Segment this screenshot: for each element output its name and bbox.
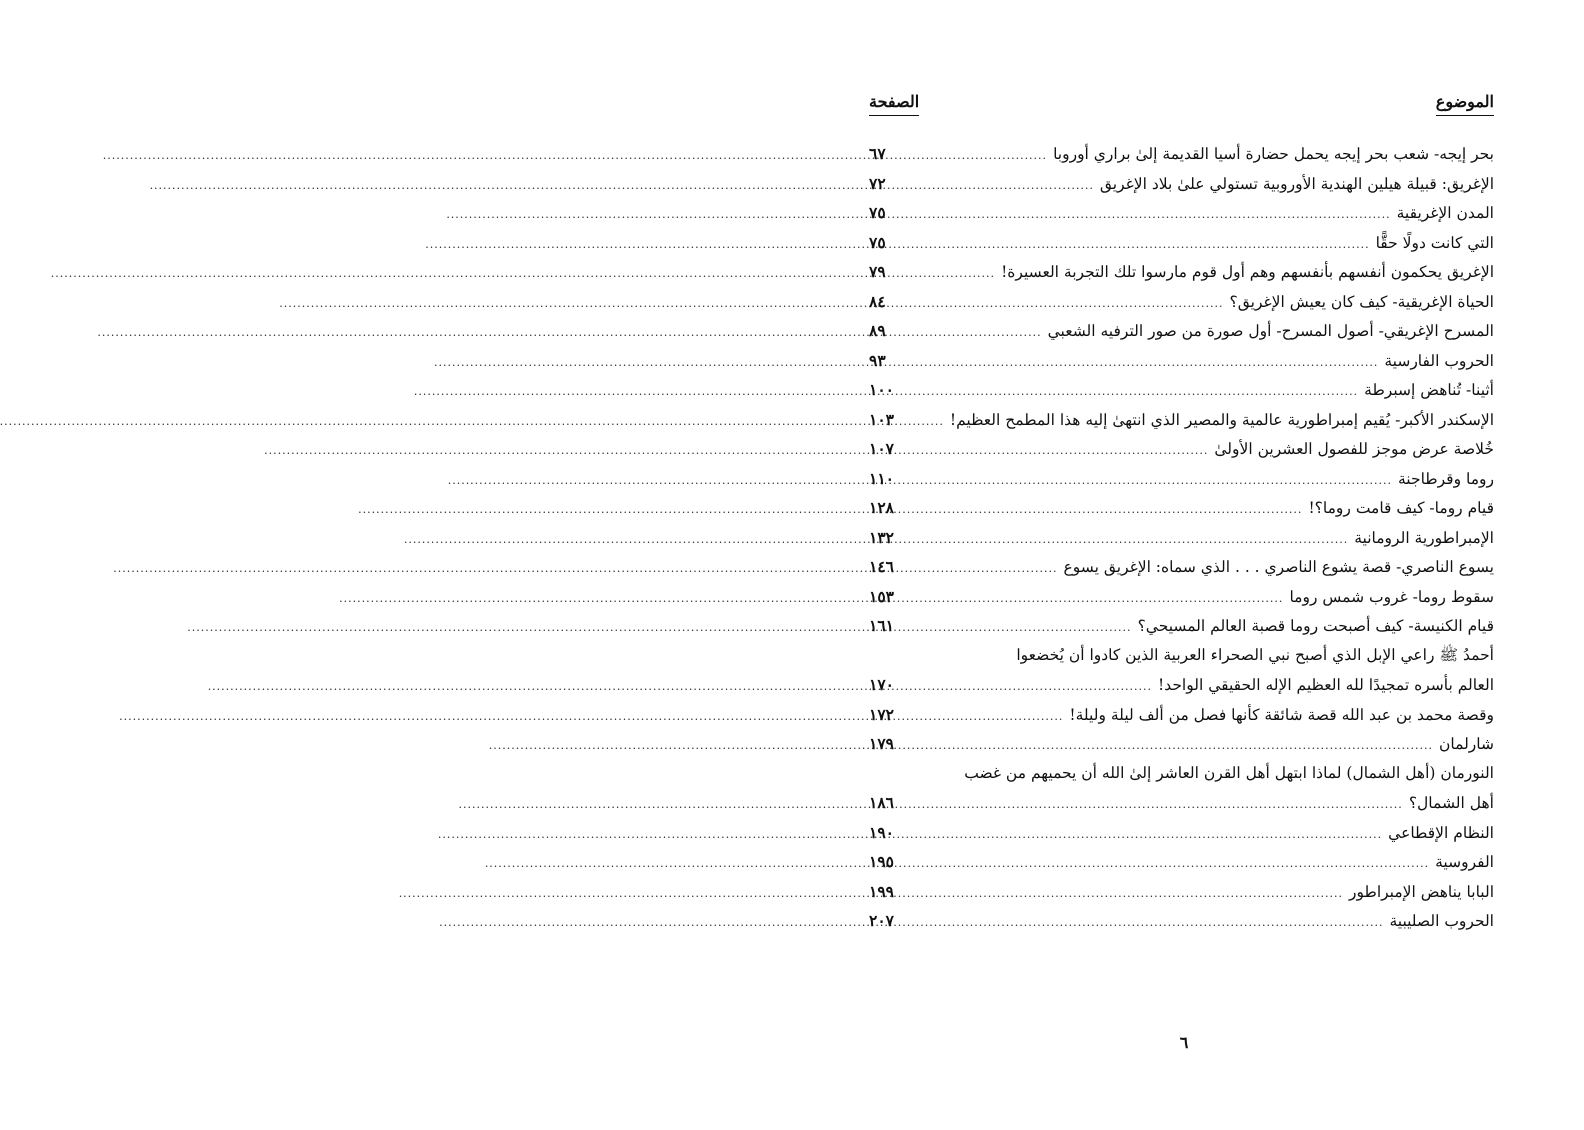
toc-leader-dots	[917, 790, 1403, 820]
toc-leader-dots	[917, 613, 1132, 643]
toc-entry-title: الفروسية	[1435, 853, 1494, 871]
toc-entry-title: أحمدُ ﷺ راعي الإبل الذي أصبح نبي الصحراء العربية الذين كادوا أن يُخضعوا	[1016, 645, 1494, 664]
toc-entry-title: الإسكندر الأكبر- يُقيم إمبراطورية عالمية والمصير الذي انتهىٰ إليه هذا المطمح العظيم!	[949, 410, 1494, 429]
toc-entry-title: يسوع الناصري- قصة يشوع الناصري . . . الذي سماه: الإغريق يسوع	[1063, 558, 1494, 576]
toc-entry-page: ١٨٦	[869, 793, 894, 812]
toc-entry	[869, 523, 1494, 553]
toc-entry-page: ٧٥	[869, 232, 886, 252]
toc-leader-dots	[917, 289, 1224, 319]
toc-entry	[869, 405, 1494, 435]
toc-entry-page: ١٠٣	[869, 409, 894, 429]
page-number: ٦	[1179, 1033, 1189, 1052]
toc-entry-title: الإغريق يحكمون أنفسهم بأنفسهم وهم أول قوم مارسوا تلك التجربة العسيرة!	[1001, 263, 1494, 281]
toc-entry-title: التي كانت دولًا حقًّا	[1375, 233, 1494, 252]
toc-entry-title: البابا يناهض الإمبراطور	[1348, 882, 1494, 901]
toc-leader-dots	[917, 348, 1378, 378]
toc-leader-dots	[917, 731, 1433, 761]
toc-entry	[869, 788, 1494, 818]
toc-leader-dots	[917, 849, 1429, 879]
toc-entry-page: ٨٩	[869, 321, 886, 340]
toc-leader-dots	[917, 702, 1063, 732]
toc-entry-page: ١٢٨	[869, 498, 894, 517]
toc-list	[869, 139, 1494, 936]
toc-leader-dots	[917, 879, 1343, 909]
toc-entry-title: قيام روما- كيف قامت روما؟!	[1308, 499, 1494, 517]
toc-entry-page: ٦٧	[869, 144, 886, 163]
toc-leader-dots	[917, 407, 944, 437]
toc-leader-dots	[917, 436, 1208, 466]
toc-leader-dots	[917, 584, 1283, 614]
topic-column-label: الموضوع	[1436, 92, 1494, 116]
toc-entry	[869, 434, 1494, 464]
toc-entry-page: ١٩٠	[869, 822, 894, 842]
toc-entry-title: شارلمان	[1439, 735, 1494, 753]
toc-leader-dots	[917, 495, 1302, 525]
toc-entry-title: الحياة الإغريقية- كيف كان يعيش الإغريق؟	[1229, 292, 1494, 311]
toc-entry-page: ١٠٧	[869, 439, 894, 458]
toc-leader-dots	[917, 230, 1370, 260]
toc-entry	[869, 641, 1494, 671]
toc-entry	[869, 906, 1494, 936]
toc-entry-page: ١٧٢	[869, 704, 894, 724]
toc-entry-title: الحروب الفارسية	[1384, 351, 1494, 370]
toc-entry	[869, 228, 1494, 258]
toc-entry-page: ١٩٥	[869, 852, 894, 871]
toc-entry	[869, 346, 1494, 376]
toc-entry-title: أثينا- تُناهض إسبرطة	[1364, 381, 1494, 399]
toc-entry	[869, 464, 1494, 494]
toc-leader-dots	[917, 820, 1382, 850]
toc-leader-dots	[917, 318, 1042, 348]
toc-entry-title: الإمبراطورية الرومانية	[1354, 528, 1494, 547]
toc-leader-dots	[917, 525, 1348, 555]
toc-leader-dots	[917, 200, 1391, 230]
toc-entry-page: ١٤٦	[869, 557, 894, 576]
page-column-label: الصفحة	[869, 92, 919, 116]
toc-entry-page: ١٦١	[869, 616, 894, 635]
toc-entry-page: ٧٥	[869, 203, 886, 222]
toc-entry-page: ١٧٠	[869, 675, 894, 694]
toc-entry	[869, 552, 1494, 582]
toc-entry	[869, 818, 1494, 848]
toc-leader-dots	[917, 672, 1152, 702]
toc-entry	[869, 877, 1494, 907]
toc-entry-page: ١٥٣	[869, 586, 894, 606]
toc-entry-page: ١١٠	[869, 468, 894, 488]
toc-entry-title: روما وقرطاجنة	[1398, 469, 1494, 488]
toc-entry-title: المدن الإغريقية	[1396, 204, 1494, 222]
toc-entry-page: ٢٠٧	[869, 911, 894, 930]
toc-entry-page: ٧٩	[869, 262, 886, 281]
toc-entry	[869, 759, 1494, 789]
toc-entry-title: الإغريق: قبيلة هيلين الهندية الأوروبية تستولي علىٰ بلاد الإغريق	[1099, 174, 1494, 193]
toc-entry	[869, 700, 1494, 730]
toc-leader-dots	[917, 377, 1358, 407]
toc-leader-dots	[917, 908, 1383, 938]
toc-entry-title: الحروب الصليبية	[1389, 912, 1494, 930]
toc-entry-title: وقصة محمد بن عبد الله قصة شائقة كأنها فصل من ألف ليلة وليلة!	[1069, 705, 1494, 724]
toc-entry-page: ١٩٩	[869, 881, 894, 901]
toc-leader-dots	[917, 554, 1058, 584]
toc-entry-page: ٧٢	[869, 173, 886, 193]
toc-page	[869, 80, 1494, 1130]
toc-entry-page: ٨٤	[869, 291, 886, 311]
toc-leader-dots	[917, 466, 1392, 496]
toc-entry	[869, 287, 1494, 317]
toc-entry-page: ١٠٠	[869, 380, 894, 399]
toc-entry	[869, 257, 1494, 287]
toc-entry	[869, 582, 1494, 612]
toc-entry-title: المسرح الإغريقي- أصول المسرح- أول صورة من صور الترفيه الشعبي	[1047, 322, 1494, 340]
toc-entry	[869, 139, 1494, 169]
toc-entry	[869, 169, 1494, 199]
toc-entry-title: النظام الإقطاعي	[1388, 823, 1494, 842]
toc-entry-title: النورمان (أهل الشمال) لماذا ابتهل أهل القرن العاشر إلىٰ الله أن يحميهم من غضب	[964, 763, 1494, 782]
toc-entry	[869, 729, 1494, 759]
toc-entry-title: أهل الشمال؟	[1408, 794, 1494, 812]
toc-entry-title: قيام الكنيسة- كيف أصبحت روما قصبة العالم المسيحي؟	[1137, 617, 1494, 635]
toc-entry-page: ١٧٩	[869, 734, 894, 753]
toc-entry-title: خُلاصة عرض موجز للفصول العشرين الأولىٰ	[1214, 440, 1494, 458]
toc-entry	[869, 611, 1494, 641]
toc-entry	[869, 670, 1494, 700]
toc-leader-dots	[917, 171, 1094, 201]
toc-leader-dots	[917, 259, 995, 289]
toc-entry	[869, 316, 1494, 346]
toc-entry-title: بحر إيجه- شعب بحر إيجه يحمل حضارة أسيا القديمة إلىٰ براري أوروبا	[1053, 145, 1494, 163]
toc-leader-dots	[917, 141, 1047, 171]
toc-entry	[869, 493, 1494, 523]
toc-header	[869, 80, 1494, 116]
toc-entry-title: العالم بأسره تمجيدًا لله العظيم الإله الحقيقي الواحد!	[1157, 676, 1494, 694]
toc-entry-page: ١٣٢	[869, 527, 894, 547]
toc-entry	[869, 847, 1494, 877]
toc-entry-title: سقوط روما- غروب شمس روما	[1289, 587, 1494, 606]
toc-entry	[869, 198, 1494, 228]
toc-entry-page: ٩٣	[869, 350, 886, 370]
toc-entry	[869, 375, 1494, 405]
